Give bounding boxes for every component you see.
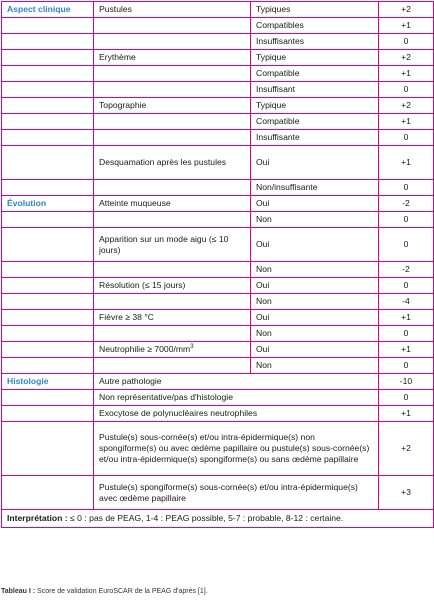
histology-criterion-cell: Exocytose de polynucléaires neutrophiles (94, 406, 379, 422)
table-row (2, 98, 434, 114)
answer-cell: Typique (251, 50, 379, 66)
table-row (2, 310, 434, 326)
table-caption (1, 588, 208, 597)
section-cell (2, 114, 94, 130)
score-cell: 0 (379, 358, 434, 374)
score-cell: 0 (379, 212, 434, 228)
section-cell (2, 98, 94, 114)
section-cell (2, 294, 94, 310)
section-cell (2, 180, 94, 196)
histology-criterion-cell: Pustule(s) spongiforme(s) sous-cornée(s) et/ou intra-épidermique(s) avec œdème papillaire (94, 476, 379, 510)
caption-text: Score de validation EuroSCAR de la PEAG d'après [1]. (35, 588, 208, 595)
criterion-cell (94, 326, 251, 342)
criterion-cell (94, 130, 251, 146)
criterion-cell: Neutrophilie ≥ $7000/mm^3$ (94, 342, 251, 358)
table-row (2, 278, 434, 294)
table-row (2, 358, 434, 374)
criterion-cell: Apparition sur un mode aigu (≤ 10 jours) (94, 228, 251, 262)
score-cell: +2 (379, 422, 434, 476)
table-row (2, 422, 434, 476)
table-row (2, 212, 434, 228)
answer-cell: Compatible (251, 66, 379, 82)
section-cell (2, 390, 94, 406)
answer-cell: Insuffisantes (251, 34, 379, 50)
score-cell: 0 (379, 326, 434, 342)
answer-cell: Typiques (251, 2, 379, 18)
table-row (2, 342, 434, 358)
criterion-cell (94, 358, 251, 374)
score-cell: -2 (379, 262, 434, 278)
score-cell: +1 (379, 146, 434, 180)
section-cell (2, 278, 94, 294)
table-row (2, 294, 434, 310)
score-cell: 0 (379, 82, 434, 98)
score-cell: +1 (379, 342, 434, 358)
interpretation-row (2, 510, 434, 528)
section-cell (2, 326, 94, 342)
answer-cell: Non (251, 358, 379, 374)
section-cell: Aspect clinique (2, 2, 94, 18)
criterion-cell (94, 18, 251, 34)
histology-criterion-cell: Autre pathologie (94, 374, 379, 390)
score-cell: 0 (379, 130, 434, 146)
answer-cell: Oui (251, 310, 379, 326)
section-cell (2, 228, 94, 262)
section-cell: Évolution (2, 196, 94, 212)
answer-cell: Oui (251, 228, 379, 262)
euroscar-score-table (1, 1, 434, 528)
score-cell: +2 (379, 2, 434, 18)
score-cell: 0 (379, 180, 434, 196)
score-cell: +1 (379, 66, 434, 82)
criterion-cell (94, 294, 251, 310)
answer-cell: Non (251, 326, 379, 342)
section-cell (2, 18, 94, 34)
table-row (2, 146, 434, 180)
criterion-cell: Fièvre ≥ 38 °C (94, 310, 251, 326)
table-row (2, 374, 434, 390)
criterion-cell: Desquamation après les pustules (94, 146, 251, 180)
table-row (2, 180, 434, 196)
section-cell: Histologie (2, 374, 94, 390)
section-cell (2, 66, 94, 82)
criterion-cell: Résolution (≤ 15 jours) (94, 278, 251, 294)
table-row (2, 476, 434, 510)
answer-cell: Non (251, 262, 379, 278)
section-cell (2, 146, 94, 180)
score-cell: +1 (379, 406, 434, 422)
criterion-cell: Atteinte muqueuse (94, 196, 251, 212)
table-row (2, 18, 434, 34)
table-row (2, 390, 434, 406)
answer-cell: Insuffisant (251, 82, 379, 98)
score-cell: 0 (379, 278, 434, 294)
table-row (2, 228, 434, 262)
section-cell (2, 406, 94, 422)
answer-cell: Typique (251, 98, 379, 114)
table-row (2, 66, 434, 82)
criterion-cell: Erythème (94, 50, 251, 66)
criterion-cell (94, 82, 251, 98)
table-row (2, 406, 434, 422)
section-cell (2, 422, 94, 476)
section-cell (2, 342, 94, 358)
section-cell (2, 262, 94, 278)
table-row (2, 82, 434, 98)
histology-criterion-cell: Non représentative/pas d'histologie (94, 390, 379, 406)
answer-cell: Compatible (251, 114, 379, 130)
answer-cell: Oui (251, 342, 379, 358)
score-cell: -10 (379, 374, 434, 390)
table-row (2, 50, 434, 66)
section-cell (2, 476, 94, 510)
interpretation-text: ≤ 0 : pas de PEAG, 1-4 : PEAG possible, 5-7 : probable, 8-12 : certaine. (67, 513, 344, 524)
answer-cell: Insuffisante (251, 130, 379, 146)
interpretation-cell (2, 510, 434, 528)
caption-label: Tableau I : (1, 588, 36, 595)
histology-criterion-cell: Pustule(s) sous-cornée(s) et/ou intra-épidermique(s) non spongiforme(s) ou avec œdème papillaire ou pustule(s) sous-cornée(s) et/ou intra-épidermique(s) spongiforme(s) ou sans œdème papillaire (94, 422, 379, 476)
criterion-cell (94, 114, 251, 130)
table-body (2, 2, 434, 528)
criterion-cell (94, 180, 251, 196)
criterion-cell (94, 212, 251, 228)
table-row (2, 2, 434, 18)
score-cell: 0 (379, 390, 434, 406)
unit-superscript: 3 (190, 344, 194, 351)
score-cell: +1 (379, 310, 434, 326)
score-cell: +3 (379, 476, 434, 510)
score-cell: 0 (379, 34, 434, 50)
score-cell: +2 (379, 50, 434, 66)
score-cell: -4 (379, 294, 434, 310)
table-row (2, 262, 434, 278)
interpretation-label: Interprétation : (7, 513, 68, 524)
score-cell: -2 (379, 196, 434, 212)
criterion-cell (94, 66, 251, 82)
answer-cell: Oui (251, 146, 379, 180)
score-cell: +1 (379, 114, 434, 130)
score-cell: 0 (379, 228, 434, 262)
table-row (2, 196, 434, 212)
section-cell (2, 130, 94, 146)
criterion-cell (94, 34, 251, 50)
section-cell (2, 212, 94, 228)
criterion-cell: Topographie (94, 98, 251, 114)
answer-cell: Compatibles (251, 18, 379, 34)
answer-cell: Oui (251, 196, 379, 212)
section-cell (2, 34, 94, 50)
answer-cell: Oui (251, 278, 379, 294)
table-row (2, 130, 434, 146)
score-cell: +1 (379, 18, 434, 34)
table-row (2, 326, 434, 342)
criterion-cell: Pustules (94, 2, 251, 18)
table-row (2, 34, 434, 50)
section-cell (2, 50, 94, 66)
table-row (2, 114, 434, 130)
section-cell (2, 82, 94, 98)
section-cell (2, 358, 94, 374)
section-cell (2, 310, 94, 326)
answer-cell: Non (251, 294, 379, 310)
answer-cell: Non (251, 212, 379, 228)
score-cell: +2 (379, 98, 434, 114)
criterion-cell (94, 262, 251, 278)
answer-cell: Non/insuffisante (251, 180, 379, 196)
